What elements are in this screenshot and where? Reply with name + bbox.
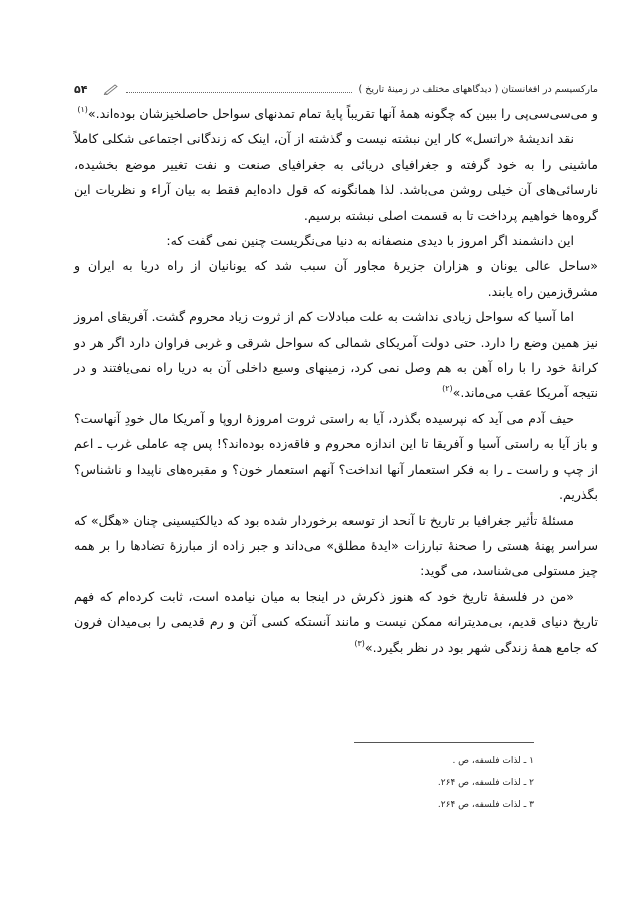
paragraph: اما آسیا که سواحل زیادی نداشت به علت مبادلات کم از ثروت زیاد محروم گشت. آفریقای امروز نیز همین وضع را دارد. حتی دولت آمریکای شمالی که سواحل شرقی و غربی فراوان دارد اگر هر دو کرانهٔ خود را با راه آهن به هم وصل نمی کرد، زمینهای وسیع داخلی آن به دریا راه نمی‌یافتند و در نتیجه آمریکا عقب می‌ماند.»$^{(۲)}$ (74, 309, 598, 401)
paragraph: نقد اندیشهٔ «راتسل» کار این نبشته نیست و گذشته از آن، اینک که زندگانی اجتماعی شکلی کاملاً ماشینی را به خود گرفته و جغرافیای دریائی به جغرافیای صنعت و نفت تغییر موضع بخشیده، نارسائی‌های آن خیلی روشن می‌باشد. لذا همانگونه که قول داده‌ایم فقط به بیان آراء و نظریات این گروه‌ها خواهیم پرداخت تا به قسمت اصلی نبشته برسیم. (74, 131, 598, 223)
body-text (74, 101, 598, 660)
footnote-ref: (۲) (442, 384, 453, 394)
footnotes (294, 750, 534, 816)
pencil-icon (103, 83, 119, 95)
footnote: ۲ ـ لذات فلسفه، ص ۲۶۴. (437, 778, 534, 788)
page-number: ۵۴ (74, 82, 88, 96)
quote-paragraph: «ساحل عالی یونان و هزاران جزیرهٔ مجاور آن سبب شد که یونانیان از راه دریا به ایران و مشرق‌زمین راه یابند. (74, 258, 598, 299)
running-header (74, 80, 598, 98)
paragraph: حیف آدم می آید که نپرسیده بگذرد، آیا به راستی ثروت امروزهٔ اروپا و آمریکا مال خودِ آنهاست؟ و باز آیا به راستی آسیا و آفریقا تا این اندازه محروم و فاقه‌زده بوده‌اند؟! پس چه عاملی غرب ـ اعم از چپ و راست ـ را به فکر استعمار آنها انداخت؟ آنهم استعمار خون؟ و مقبره‌های ناپیدا و ناشناس؟ بگذریم. (74, 410, 598, 503)
running-title: مارکسیسم در افغانستان ( دیدگاههای مختلف در زمینهٔ تاریخ ) (358, 83, 598, 95)
paragraph: و می‌سی‌سی‌پی را ببین که چگونه همهٔ آنها تقریباً پایهٔ تمام تمدنهای سواحل حاصلخیزشان بوده‌اند.»$^{(۱)}$ (77, 105, 598, 121)
header-dot-leader (126, 92, 351, 93)
footnote-ref: (۱) (77, 105, 88, 114)
footnote-separator (354, 742, 534, 743)
quote-paragraph: «من در فلسفهٔ تاریخ خود که هنوز ذکرش در اینجا به میان نیامده است، ثابت کرده‌ام که فهم تاریخ دنیای قدیم، بی‌مدیترانه ممکن نیست و مانند آنستکه کسی آتن و رم قدیمی را بی‌میدان فرون که جامع همهٔ زندگی شهر بود در نظر بگیرد.»$^{(۳)}$ (74, 588, 598, 655)
footnote: ۱ ـ لذات فلسفه، ص . (452, 756, 534, 766)
paragraph: این دانشمند اگر امروز با دیدی منصفانه به دنیا می‌نگریست چنین نمی گفت که: (166, 233, 574, 249)
footnote: ۳ ـ لذات فلسفه، ص ۲۶۴. (437, 800, 534, 810)
paragraph: مسئلهٔ تأثیر جغرافیا بر تاریخ تا آنحد از توسعه برخوردار شده بود که دیالکتیسینی چنان «هگل» که سراسر پهنهٔ هستی را صحنهٔ تبارزات «ایدهٔ مطلق» می‌داند و جبر زاده از مبارزهٔ تضادها را بر همه چیز مستولی می‌شناسد، می گوید: (74, 512, 598, 579)
footnote-ref: (۳) (354, 638, 365, 648)
